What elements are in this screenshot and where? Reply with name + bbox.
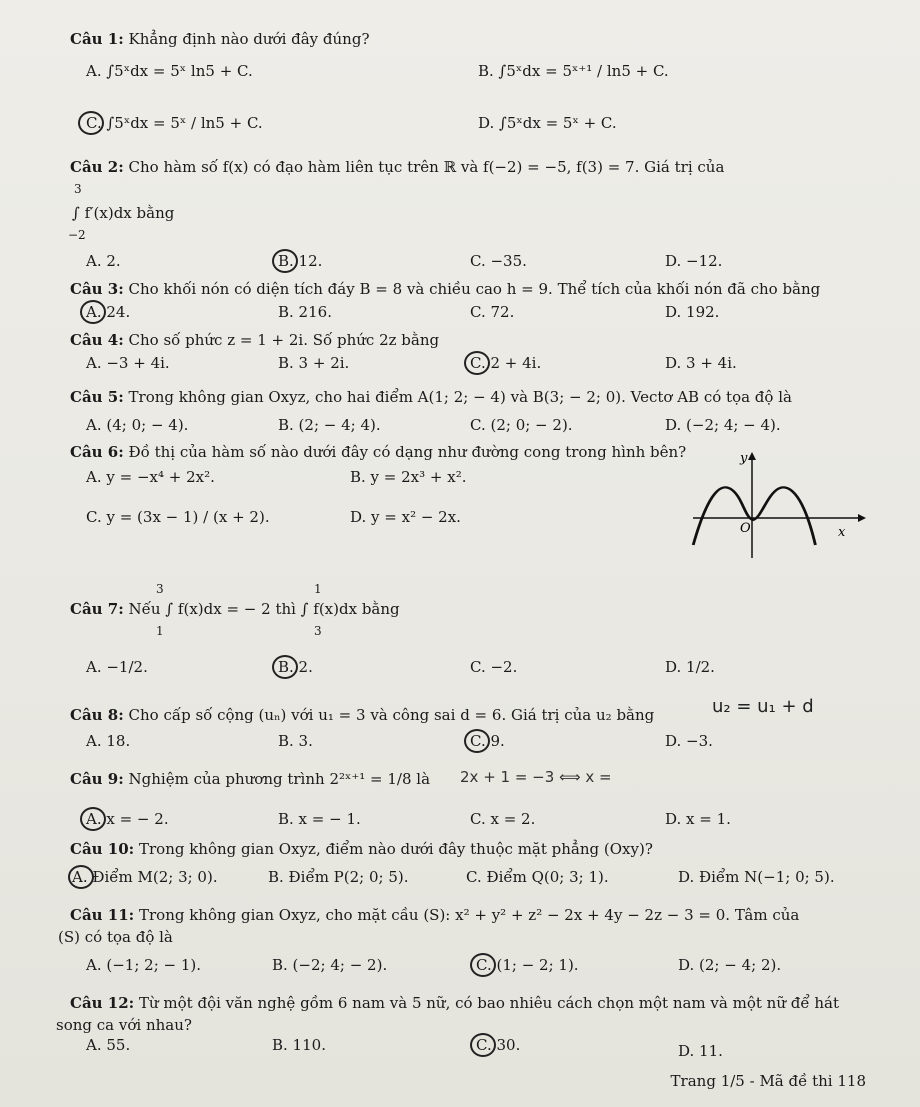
question-4: Câu 4: Cho số phức z = 1 + 2i. Số phức 2z bằng [70,331,440,349]
q7-upper-limit-1: 3 [156,582,164,596]
y-axis-label: y [740,451,748,466]
q12-option-b[interactable]: B. 110. [272,1036,326,1054]
origin-label: O [740,521,751,536]
q5-option-b[interactable]: B. (2; − 4; 4). [278,416,381,434]
q1-option-c[interactable]: C. ∫5ˣdx = 5ˣ / ln5 + C. [86,114,263,132]
handwritten-note-q8: u₂ = u₁ + d [712,696,814,717]
question-7: Câu 7: Nếu ∫ f(x)dx = − 2 thì ∫ f(x)dx bằng [70,600,400,618]
q3-option-b[interactable]: B. 216. [278,303,332,321]
q12-option-c[interactable]: C. 30. [476,1036,521,1054]
q2-option-c[interactable]: C. −35. [470,252,527,270]
q9-option-c[interactable]: C. x = 2. [470,810,536,828]
q4-option-a[interactable]: A. −3 + 4i. [86,354,170,372]
q11-text-continued: (S) có tọa độ là [58,928,173,946]
question-12: Câu 12: Từ một đội văn nghệ gồm 6 nam và 5 nữ, có bao nhiêu cách chọn một nam và một nữ để hát [70,994,839,1012]
q2-upper-limit: 3 [74,182,82,196]
q12-option-a[interactable]: A. 55. [86,1036,131,1054]
q10-option-c[interactable]: C. Điểm Q(0; 3; 1). [466,868,609,886]
q5-option-d[interactable]: D. (−2; 4; − 4). [665,416,781,434]
q3-option-d[interactable]: D. 192. [665,303,720,321]
q2-integral: ∫ f′(x)dx bằng [72,204,175,222]
q12-option-d[interactable]: D. 11. [678,1042,723,1060]
q7-lower-limit-2: 3 [314,624,322,638]
function-graph [688,450,868,560]
question-1: Câu 1: Khẳng định nào dưới đây đúng? [70,30,370,48]
question-8: Câu 8: Cho cấp số cộng (uₙ) với u₁ = 3 và công sai d = 6. Giá trị của u₂ bằng [70,706,655,724]
q5-option-a[interactable]: A. (4; 0; − 4). [86,416,189,434]
q11-option-a[interactable]: A. (−1; 2; − 1). [86,956,202,974]
q3-option-a[interactable]: A. 24. [86,303,131,321]
q7-option-a[interactable]: A. −1/2. [86,658,148,676]
q6-option-b[interactable]: B. y = 2x³ + x². [350,468,467,486]
q1-option-d[interactable]: D. ∫5ˣdx = 5ˣ + C. [478,114,617,132]
q9-option-d[interactable]: D. x = 1. [665,810,731,828]
q4-option-b[interactable]: B. 3 + 2i. [278,354,350,372]
q2-option-a[interactable]: A. 2. [86,252,121,270]
question-9: Câu 9: Nghiệm của phương trình 2²ˣ⁺¹ = 1/8 là [70,770,431,788]
q2-option-b[interactable]: B. 12. [278,252,323,270]
question-10: Câu 10: Trong không gian Oxyz, điểm nào dưới đây thuộc mặt phẳng (Oxy)? [70,840,653,858]
question-2: Câu 2: Cho hàm số f(x) có đạo hàm liên tục trên ℝ và f(−2) = −5, f(3) = 7. Giá trị của [70,158,725,176]
question-5: Câu 5: Trong không gian Oxyz, cho hai điểm A(1; 2; − 4) và B(3; − 2; 0). Vectơ AB có tọa độ là [70,388,792,406]
question-11: Câu 11: Trong không gian Oxyz, cho mặt cầu (S): x² + y² + z² − 2x + 4y − 2z − 3 = 0. Tâm của [70,906,800,924]
q4-option-d[interactable]: D. 3 + 4i. [665,354,737,372]
q1-option-a[interactable]: A. ∫5ˣdx = 5ˣ ln5 + C. [86,62,253,80]
q10-option-b[interactable]: B. Điểm P(2; 0; 5). [268,868,409,886]
q3-option-c[interactable]: C. 72. [470,303,515,321]
q2-option-d[interactable]: D. −12. [665,252,723,270]
x-axis-arrow [858,514,866,522]
q11-option-b[interactable]: B. (−2; 4; − 2). [272,956,388,974]
q8-option-d[interactable]: D. −3. [665,732,713,750]
q10-option-d[interactable]: D. Điểm N(−1; 0; 5). [678,868,835,886]
q7-lower-limit-1: 1 [156,624,164,638]
q7-option-d[interactable]: D. 1/2. [665,658,715,676]
x-axis-label: x [838,525,846,540]
q8-option-a[interactable]: A. 18. [86,732,131,750]
question-3: Câu 3: Cho khối nón có diện tích đáy B = 8 và chiều cao h = 9. Thể tích của khối nón đã cho bằng [70,280,821,298]
handwritten-note-q9: 2x + 1 = −3 ⟺ x = [460,768,612,786]
q7-upper-limit-2: 1 [314,582,322,596]
q4-option-c[interactable]: C. 2 + 4i. [470,354,542,372]
question-6: Câu 6: Đồ thị của hàm số nào dưới đây có dạng như đường cong trong hình bên? [70,443,687,461]
curve [693,487,815,545]
q5-option-c[interactable]: C. (2; 0; − 2). [470,416,573,434]
y-axis-arrow [748,452,756,460]
q6-option-c[interactable]: C. y = (3x − 1) / (x + 2). [86,508,270,526]
q11-option-c[interactable]: C. (1; − 2; 1). [476,956,579,974]
q10-option-a[interactable]: A. Điểm M(2; 3; 0). [72,868,218,886]
page-footer: Trang 1/5 - Mã đề thi 118 [670,1072,866,1090]
q2-lower-limit: −2 [68,228,86,242]
q7-option-c[interactable]: C. −2. [470,658,518,676]
q6-option-a[interactable]: A. y = −x⁴ + 2x². [86,468,215,486]
q8-option-c[interactable]: C. 9. [470,732,505,750]
q9-option-a[interactable]: A. x = − 2. [86,810,169,828]
q6-option-d[interactable]: D. y = x² − 2x. [350,508,461,526]
q12-text-continued: song ca với nhau? [56,1016,192,1034]
q9-option-b[interactable]: B. x = − 1. [278,810,361,828]
q8-option-b[interactable]: B. 3. [278,732,313,750]
q1-option-b[interactable]: B. ∫5ˣdx = 5ˣ⁺¹ / ln5 + C. [478,62,669,80]
q7-option-b[interactable]: B. 2. [278,658,313,676]
q11-option-d[interactable]: D. (2; − 4; 2). [678,956,782,974]
